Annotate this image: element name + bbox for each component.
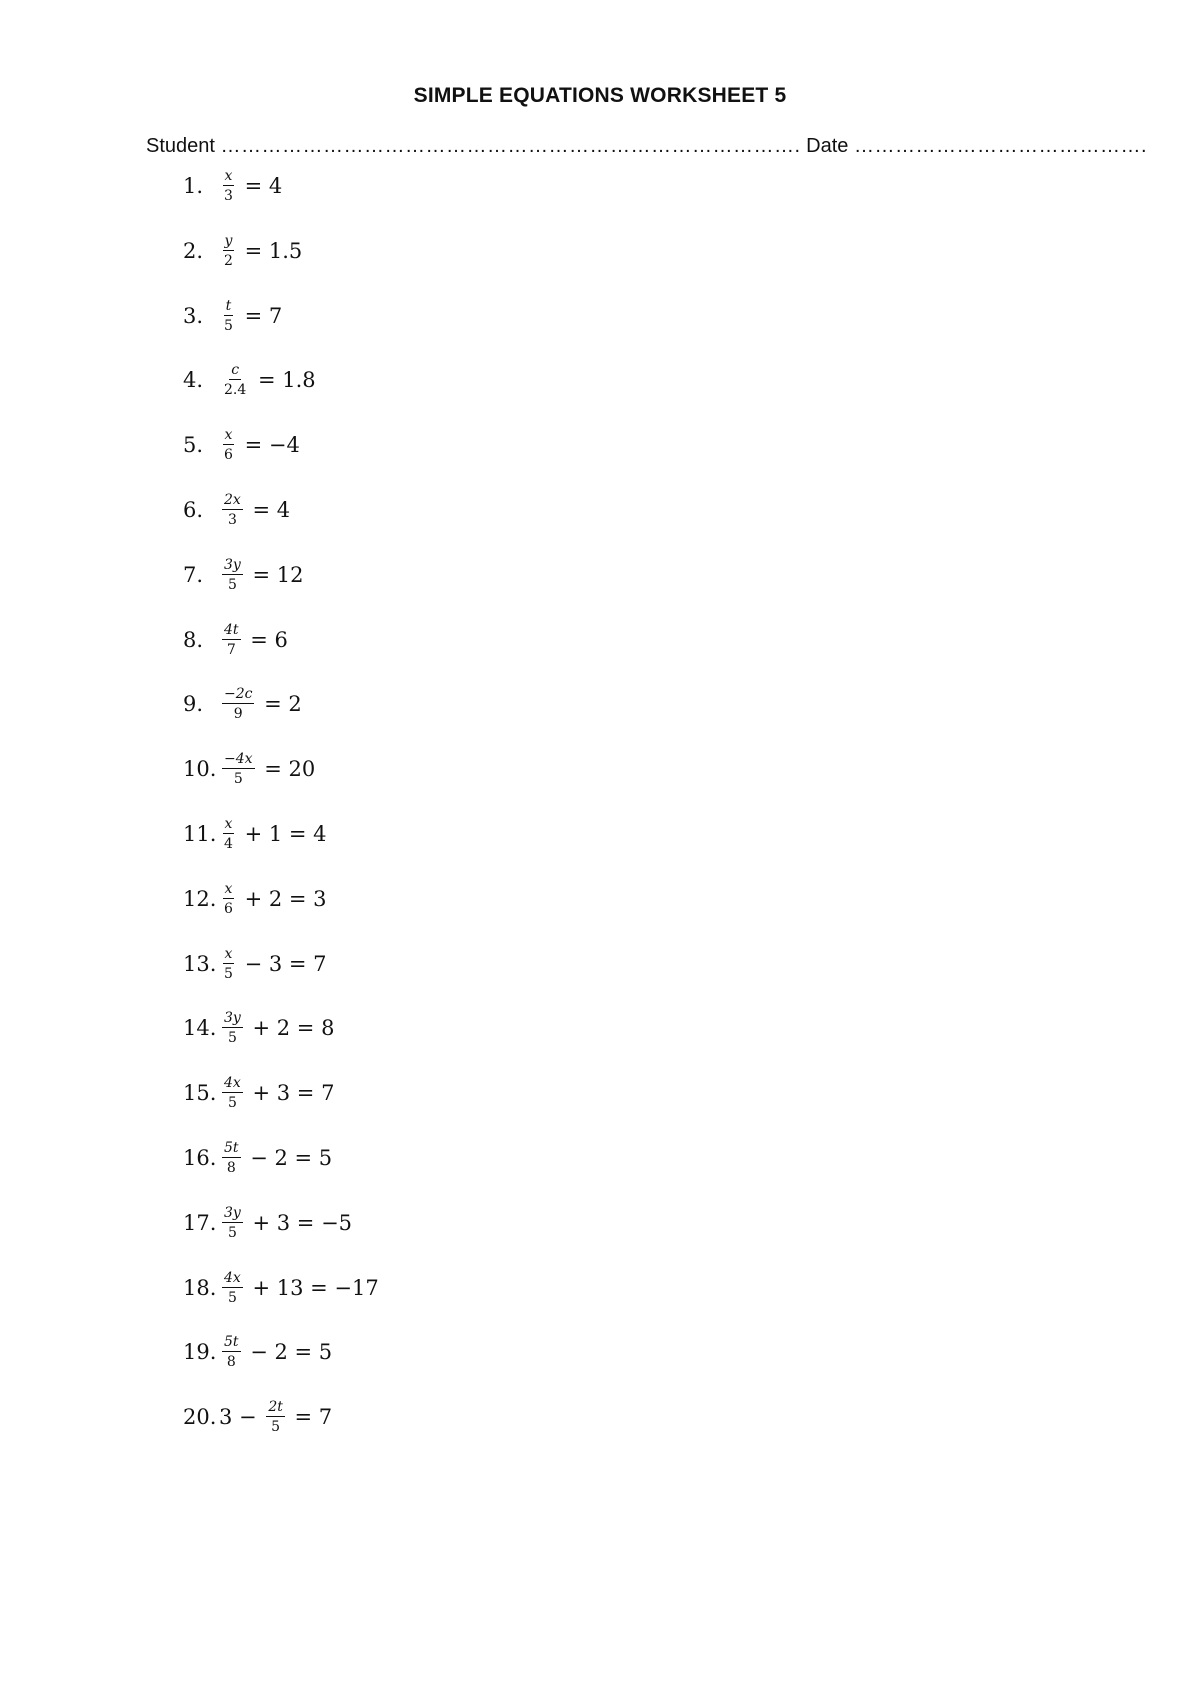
problem-number: 16. — [183, 1146, 217, 1170]
problem-number: 4. — [183, 368, 204, 392]
fraction-numerator: −2c — [224, 686, 253, 702]
fraction-numerator: t — [225, 298, 232, 314]
equation — [219, 557, 304, 593]
equation — [219, 168, 282, 204]
equation — [219, 233, 302, 269]
equation — [219, 1075, 334, 1111]
fraction-numerator: 4x — [224, 1075, 241, 1091]
fraction-numerator: 2t — [268, 1399, 283, 1415]
fraction-numerator: x — [224, 168, 233, 184]
equation — [219, 1270, 379, 1306]
fraction-numerator: 3y — [224, 557, 241, 573]
fraction-numerator: 4x — [224, 1270, 241, 1286]
problem-number: 3. — [183, 304, 204, 328]
fraction-numerator: −4x — [224, 751, 253, 767]
problem-item — [183, 1393, 332, 1441]
equation — [219, 362, 316, 398]
fraction — [222, 816, 235, 852]
problem-item — [183, 680, 302, 728]
fraction — [222, 168, 235, 204]
equation — [219, 1010, 334, 1046]
fraction — [222, 1010, 243, 1046]
fraction — [222, 1270, 243, 1306]
problem-item — [183, 227, 302, 275]
equation-text: − 2 = 5 — [243, 1146, 333, 1170]
fraction-numerator: x — [224, 946, 233, 962]
problem-number: 12. — [183, 887, 217, 911]
problem-item — [183, 1328, 332, 1376]
fraction-denominator: 4 — [224, 836, 233, 852]
problem-item — [183, 1004, 334, 1052]
equation-text: + 2 = 3 — [237, 887, 327, 911]
fraction-numerator: c — [231, 362, 240, 378]
date-blank: ……………………………………. — [853, 135, 1148, 157]
equation-text: = 6 — [243, 628, 288, 652]
problem-item — [183, 875, 327, 923]
fraction — [222, 362, 248, 398]
student-blank: …………………………………………………………………………. — [220, 135, 801, 157]
problem-item — [183, 486, 290, 534]
equation-text: = 7 — [287, 1405, 333, 1429]
fraction-numerator: 4t — [224, 622, 239, 638]
fraction-denominator: 5 — [227, 577, 237, 593]
problem-number: 10. — [183, 757, 217, 781]
fraction-numerator: x — [224, 881, 233, 897]
equation — [219, 816, 327, 852]
problem-item — [183, 1199, 352, 1247]
page-title: SIMPLE EQUATIONS WORKSHEET 5 — [413, 84, 787, 107]
equation-text: + 3 = −5 — [245, 1211, 353, 1235]
equation — [219, 1205, 352, 1241]
fraction-denominator: 5 — [227, 1225, 237, 1241]
fraction — [222, 557, 243, 593]
fraction — [222, 881, 235, 917]
fraction-denominator: 3 — [227, 512, 237, 528]
equation-text: = 2 — [257, 692, 302, 716]
problem-item — [183, 940, 327, 988]
fraction-numerator: 3y — [224, 1205, 241, 1221]
fraction-denominator: 2.4 — [224, 382, 247, 398]
fraction-numerator: 3y — [224, 1010, 241, 1026]
student-label: Student — [146, 135, 215, 157]
fraction-denominator: 5 — [271, 1419, 281, 1435]
fraction-numerator: x — [224, 816, 233, 832]
equation-text: + 2 = 8 — [245, 1016, 335, 1040]
fraction-denominator: 7 — [226, 642, 236, 658]
fraction-denominator: 8 — [226, 1160, 236, 1176]
equation — [219, 298, 282, 334]
fraction-denominator: 2 — [224, 253, 233, 269]
equation — [219, 1399, 332, 1435]
fraction-denominator: 6 — [224, 447, 233, 463]
problem-number: 1. — [183, 174, 204, 198]
equation — [219, 946, 327, 982]
problem-item — [183, 810, 327, 858]
equation-text: = 1.8 — [251, 368, 316, 392]
equation-text: 3 − — [219, 1405, 264, 1429]
equation-text: + 1 = 4 — [237, 822, 327, 846]
problem-item — [183, 292, 282, 340]
equation — [219, 686, 302, 722]
problem-item — [183, 745, 315, 793]
fraction-numerator: 5t — [224, 1140, 239, 1156]
fraction — [222, 686, 254, 722]
problem-item — [183, 162, 282, 210]
fraction — [222, 622, 241, 658]
problem-item — [183, 1069, 334, 1117]
fraction — [222, 1334, 241, 1370]
fraction — [222, 298, 235, 334]
student-date-line — [146, 135, 1147, 158]
equation-text: − 3 = 7 — [237, 952, 327, 976]
equation-text: = 12 — [245, 563, 304, 587]
equation-text: − 2 = 5 — [243, 1340, 333, 1364]
equation-text: = 7 — [237, 304, 283, 328]
problem-number: 6. — [183, 498, 204, 522]
fraction-denominator: 8 — [226, 1354, 236, 1370]
problem-number: 8. — [183, 628, 204, 652]
problem-item — [183, 1134, 332, 1182]
fraction-denominator: 9 — [233, 706, 243, 722]
fraction-numerator: x — [224, 427, 233, 443]
fraction — [222, 751, 255, 787]
equation — [219, 751, 315, 787]
equation-text: + 13 = −17 — [245, 1276, 379, 1300]
problem-item — [183, 421, 300, 469]
problem-number: 18. — [183, 1276, 217, 1300]
fraction-denominator: 5 — [224, 966, 233, 982]
problem-number: 15. — [183, 1081, 217, 1105]
equation — [219, 1334, 332, 1370]
fraction-denominator: 5 — [233, 771, 243, 787]
problem-number: 19. — [183, 1340, 217, 1364]
problem-number: 17. — [183, 1211, 217, 1235]
fraction-denominator: 6 — [224, 901, 233, 917]
fraction-numerator: y — [224, 233, 233, 249]
problem-number: 9. — [183, 692, 204, 716]
problem-number: 20. — [183, 1405, 217, 1429]
fraction-numerator: 2x — [224, 492, 241, 508]
equation — [219, 1140, 332, 1176]
fraction — [222, 233, 235, 269]
problem-item — [183, 551, 304, 599]
fraction-denominator: 3 — [224, 188, 233, 204]
equation — [219, 622, 288, 658]
fraction — [222, 1140, 241, 1176]
fraction-numerator: 5t — [224, 1334, 239, 1350]
equation-text: + 3 = 7 — [245, 1081, 335, 1105]
problem-number: 13. — [183, 952, 217, 976]
equation — [219, 492, 290, 528]
fraction-denominator: 5 — [227, 1030, 237, 1046]
date-label: Date — [806, 135, 849, 157]
equation-text: = 4 — [245, 498, 291, 522]
problem-number: 14. — [183, 1016, 217, 1040]
equation — [219, 427, 300, 463]
fraction-denominator: 5 — [227, 1290, 237, 1306]
problem-number: 2. — [183, 239, 204, 263]
fraction — [222, 1075, 243, 1111]
problem-number: 5. — [183, 433, 204, 457]
problem-number: 11. — [183, 822, 217, 846]
problem-item — [183, 616, 288, 664]
fraction — [222, 946, 235, 982]
fraction-denominator: 5 — [224, 318, 233, 334]
fraction-denominator: 5 — [227, 1095, 237, 1111]
equation-text: = 1.5 — [237, 239, 303, 263]
problem-number: 7. — [183, 563, 204, 587]
equation-text: = −4 — [237, 433, 300, 457]
fraction — [222, 492, 243, 528]
fraction — [266, 1399, 285, 1435]
equation-text: = 20 — [257, 757, 316, 781]
equation — [219, 881, 327, 917]
problem-item — [183, 356, 316, 404]
fraction — [222, 427, 235, 463]
fraction — [222, 1205, 243, 1241]
equation-text: = 4 — [237, 174, 283, 198]
problem-item — [183, 1264, 379, 1312]
